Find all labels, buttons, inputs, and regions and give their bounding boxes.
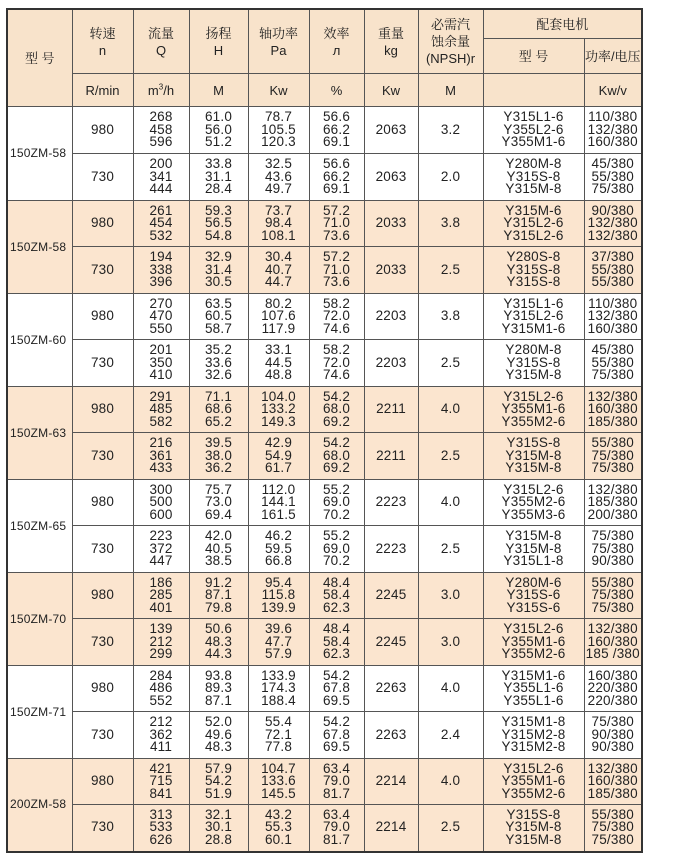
motor-model-cell: Y280M-6 Y315S-6 Y315S-6 [483, 573, 584, 619]
speed-cell: 980 [72, 573, 133, 619]
head-cell: 91.2 87.1 79.8 [189, 573, 248, 619]
speed-cell: 730 [72, 805, 133, 852]
power-cell: 30.4 40.7 44.7 [248, 247, 309, 294]
motor-power-cell: 110/380 132/380 160/380 [584, 294, 642, 340]
efficiency-cell: 63.4 79.0 81.7 [309, 805, 364, 852]
unit-weight: Kw [364, 74, 418, 107]
weight-cell: 2203 [364, 340, 418, 387]
table-header [7, 9, 642, 107]
power-cell: 43.2 55.3 60.1 [248, 805, 309, 852]
speed-cell: 730 [72, 619, 133, 666]
speed-cell: 980 [72, 107, 133, 154]
weight-cell: 2203 [364, 294, 418, 340]
speed-cell: 730 [72, 340, 133, 387]
motor-model-cell: Y315M-8 Y315M-8 Y315L1-8 [483, 526, 584, 573]
head-cell: 32.9 31.4 30.5 [189, 247, 248, 294]
motor-power-cell: 45/380 55/380 75/380 [584, 154, 642, 201]
npsh-cell: 2.5 [418, 805, 483, 852]
weight-cell: 2245 [364, 619, 418, 666]
model-cell: 150ZM-63 [7, 387, 72, 480]
flow-cell: 313 533 626 [133, 805, 189, 852]
table-row [7, 107, 642, 154]
efficiency-cell: 48.4 58.4 62.3 [309, 573, 364, 619]
head-cell: 93.8 89.3 87.1 [189, 666, 248, 712]
motor-model-cell: Y315S-8 Y315M-8 Y315M-8 [483, 433, 584, 480]
table-row [7, 201, 642, 247]
efficiency-cell: 54.2 68.0 69.2 [309, 387, 364, 433]
power-cell: 78.7 105.5 120.3 [248, 107, 309, 154]
weight-cell: 2063 [364, 107, 418, 154]
npsh-cell: 2.5 [418, 247, 483, 294]
flow-cell: 270 470 550 [133, 294, 189, 340]
npsh-cell: 3.0 [418, 573, 483, 619]
motor-power-cell: 45/380 55/380 75/380 [584, 340, 642, 387]
power-cell: 95.4 115.8 139.9 [248, 573, 309, 619]
table-row [7, 387, 642, 433]
motor-power-cell: 90/380 132/380 132/380 [584, 201, 642, 247]
power-cell: 133.9 174.3 188.4 [248, 666, 309, 712]
speed-cell: 730 [72, 154, 133, 201]
header-motor-model: 型 号 [483, 39, 584, 74]
header-head: 扬程 H [189, 9, 248, 74]
efficiency-cell: 56.6 66.2 69.1 [309, 107, 364, 154]
table-row [7, 247, 642, 294]
speed-cell: 730 [72, 247, 133, 294]
unit-power: Kw [248, 74, 309, 107]
power-cell: 73.7 98.4 108.1 [248, 201, 309, 247]
flow-cell: 291 485 582 [133, 387, 189, 433]
unit-efficiency: % [309, 74, 364, 107]
flow-cell: 216 361 433 [133, 433, 189, 480]
unit-flow: $m^3/h$ [133, 74, 189, 107]
unit-motor-model [483, 74, 584, 107]
power-cell: 32.5 43.6 49.7 [248, 154, 309, 201]
speed-cell: 730 [72, 712, 133, 759]
speed-cell: 730 [72, 433, 133, 480]
flow-cell: 201 350 410 [133, 340, 189, 387]
flow-cell: 194 338 396 [133, 247, 189, 294]
motor-power-cell: 132/380 160/380 185/380 [584, 387, 642, 433]
head-cell: 42.0 40.5 38.5 [189, 526, 248, 573]
unit-speed: R/min [72, 74, 133, 107]
efficiency-cell: 58.2 72.0 74.6 [309, 340, 364, 387]
table-row [7, 480, 642, 526]
motor-model-cell: Y315L2-6 Y355M2-6 Y355M3-6 [483, 480, 584, 526]
motor-model-cell: Y315M1-8 Y315M2-8 Y315M2-8 [483, 712, 584, 759]
table-row [7, 573, 642, 619]
flow-cell: 223 372 447 [133, 526, 189, 573]
npsh-cell: 2.5 [418, 340, 483, 387]
motor-model-cell: Y315L1-6 Y315L2-6 Y315M1-6 [483, 294, 584, 340]
units-row [7, 74, 642, 107]
flow-cell: 421 715 841 [133, 759, 189, 805]
npsh-cell: 4.0 [418, 759, 483, 805]
weight-cell: 2223 [364, 480, 418, 526]
head-cell: 59.3 56.5 54.8 [189, 201, 248, 247]
motor-power-cell: 55/380 75/380 75/380 [584, 805, 642, 852]
table-row [7, 526, 642, 573]
weight-cell: 2033 [364, 247, 418, 294]
head-cell: 35.2 33.6 32.6 [189, 340, 248, 387]
head-cell: 39.5 38.0 36.2 [189, 433, 248, 480]
power-cell: 104.0 133.2 149.3 [248, 387, 309, 433]
efficiency-cell: 55.2 69.0 70.2 [309, 526, 364, 573]
model-cell: 150ZM-65 [7, 480, 72, 573]
weight-cell: 2063 [364, 154, 418, 201]
npsh-cell: 4.0 [418, 387, 483, 433]
table-row [7, 340, 642, 387]
npsh-cell: 3.0 [418, 619, 483, 666]
header-efficiency: 效率 л [309, 9, 364, 74]
motor-model-cell: Y315L2-6 Y355M1-6 Y355M2-6 [483, 387, 584, 433]
flow-cell: 186 285 401 [133, 573, 189, 619]
motor-power-cell: 132/380 160/380 185 /380 [584, 619, 642, 666]
motor-model-cell: Y315M-6 Y315L2-6 Y315L2-6 [483, 201, 584, 247]
speed-cell: 730 [72, 526, 133, 573]
motor-power-cell: 75/380 75/380 90/380 [584, 526, 642, 573]
power-cell: 39.6 47.7 57.9 [248, 619, 309, 666]
flow-cell: 284 486 552 [133, 666, 189, 712]
power-cell: 33.1 44.5 48.8 [248, 340, 309, 387]
model-cell: 150ZM-58 [7, 107, 72, 201]
weight-cell: 2214 [364, 805, 418, 852]
head-cell: 61.0 56.0 51.2 [189, 107, 248, 154]
weight-cell: 2245 [364, 573, 418, 619]
speed-cell: 980 [72, 666, 133, 712]
head-cell: 52.0 49.6 48.3 [189, 712, 248, 759]
head-cell: 63.5 60.5 58.7 [189, 294, 248, 340]
weight-cell: 2211 [364, 433, 418, 480]
speed-cell: 980 [72, 201, 133, 247]
motor-model-cell: Y315L2-6 Y355M1-6 Y355M2-6 [483, 759, 584, 805]
header-npsh: 必需汽 蚀余量 (NPSH)r [418, 9, 483, 74]
efficiency-cell: 58.2 72.0 74.6 [309, 294, 364, 340]
flow-cell: 212 362 411 [133, 712, 189, 759]
speed-cell: 980 [72, 759, 133, 805]
header-motor-power: 功率/电压 [584, 39, 642, 74]
table-row [7, 805, 642, 852]
efficiency-cell: 48.4 58.4 62.3 [309, 619, 364, 666]
model-cell: 150ZM-70 [7, 573, 72, 666]
unit-head: M [189, 74, 248, 107]
weight-cell: 2214 [364, 759, 418, 805]
flow-cell: 261 454 532 [133, 201, 189, 247]
motor-power-cell: 110/380 132/380 160/380 [584, 107, 642, 154]
motor-model-cell: Y315M1-6 Y355L1-6 Y355L1-6 [483, 666, 584, 712]
motor-power-cell: 75/380 90/380 90/380 [584, 712, 642, 759]
pump-performance-table [6, 8, 643, 853]
head-cell: 32.1 30.1 28.8 [189, 805, 248, 852]
motor-power-cell: 132/380 185/380 200/380 [584, 480, 642, 526]
efficiency-cell: 55.2 69.0 70.2 [309, 480, 364, 526]
efficiency-cell: 57.2 71.0 73.6 [309, 247, 364, 294]
model-cell: 150ZM-58 [7, 201, 72, 294]
npsh-cell: 4.0 [418, 480, 483, 526]
efficiency-cell: 54.2 67.8 69.5 [309, 666, 364, 712]
header-speed: 转速 n [72, 9, 133, 74]
head-cell: 33.8 31.1 28.4 [189, 154, 248, 201]
flow-cell: 139 212 299 [133, 619, 189, 666]
model-cell: 200ZM-58 [7, 759, 72, 852]
motor-power-cell: 37/380 55/380 55/380 [584, 247, 642, 294]
flow-cell: 200 341 444 [133, 154, 189, 201]
power-cell: 104.7 133.6 145.5 [248, 759, 309, 805]
table-row [7, 759, 642, 805]
flow-cell: 300 500 600 [133, 480, 189, 526]
header-motor: 配套电机 [483, 9, 642, 39]
npsh-cell: 2.4 [418, 712, 483, 759]
header-weight: 重量 kg [364, 9, 418, 74]
head-cell: 71.1 68.6 65.2 [189, 387, 248, 433]
model-cell: 150ZM-71 [7, 666, 72, 759]
motor-model-cell: Y315S-8 Y315M-8 Y315M-8 [483, 805, 584, 852]
table-row [7, 666, 642, 712]
efficiency-cell: 56.6 66.2 69.1 [309, 154, 364, 201]
npsh-cell: 3.8 [418, 201, 483, 247]
unit-motor-power: Kw/v [584, 74, 642, 107]
model-cell: 150ZM-60 [7, 294, 72, 387]
table-row [7, 294, 642, 340]
motor-model-cell: Y280S-8 Y315S-8 Y315S-8 [483, 247, 584, 294]
speed-cell: 980 [72, 480, 133, 526]
unit-npsh: M [418, 74, 483, 107]
efficiency-cell: 54.2 68.0 69.2 [309, 433, 364, 480]
npsh-cell: 3.8 [418, 294, 483, 340]
npsh-cell: 2.5 [418, 433, 483, 480]
motor-model-cell: Y280M-8 Y315S-8 Y315M-8 [483, 154, 584, 201]
table-row [7, 619, 642, 666]
motor-power-cell: 132/380 160/380 185/380 [584, 759, 642, 805]
npsh-cell: 2.0 [418, 154, 483, 201]
motor-power-cell: 55/380 75/380 75/380 [584, 433, 642, 480]
power-cell: 80.2 107.6 117.9 [248, 294, 309, 340]
weight-cell: 2263 [364, 666, 418, 712]
npsh-cell: 4.0 [418, 666, 483, 712]
power-cell: 42.9 54.9 61.7 [248, 433, 309, 480]
npsh-cell: 3.2 [418, 107, 483, 154]
table-row [7, 433, 642, 480]
power-cell: 46.2 59.5 66.8 [248, 526, 309, 573]
motor-model-cell: Y315L2-6 Y355M1-6 Y355M2-6 [483, 619, 584, 666]
header-flow: 流量 Q [133, 9, 189, 74]
motor-model-cell: Y280M-8 Y315S-8 Y315M-8 [483, 340, 584, 387]
weight-cell: 2223 [364, 526, 418, 573]
header-shaft-power: 轴功率 Pa [248, 9, 309, 74]
power-cell: 55.4 72.1 77.8 [248, 712, 309, 759]
weight-cell: 2263 [364, 712, 418, 759]
efficiency-cell: 54.2 67.8 69.5 [309, 712, 364, 759]
motor-power-cell: 55/380 75/380 75/380 [584, 573, 642, 619]
weight-cell: 2033 [364, 201, 418, 247]
header-model: 型 号 [7, 9, 72, 107]
table-body [7, 107, 642, 852]
flow-cell: 268 458 596 [133, 107, 189, 154]
table-row [7, 154, 642, 201]
motor-model-cell: Y315L1-6 Y355L2-6 Y355M1-6 [483, 107, 584, 154]
head-cell: 57.9 54.2 51.9 [189, 759, 248, 805]
npsh-cell: 2.5 [418, 526, 483, 573]
weight-cell: 2211 [364, 387, 418, 433]
table-row [7, 712, 642, 759]
efficiency-cell: 57.2 71.0 73.6 [309, 201, 364, 247]
speed-cell: 980 [72, 294, 133, 340]
speed-cell: 980 [72, 387, 133, 433]
head-cell: 75.7 73.0 69.4 [189, 480, 248, 526]
power-cell: 112.0 144.1 161.5 [248, 480, 309, 526]
head-cell: 50.6 48.3 44.3 [189, 619, 248, 666]
motor-power-cell: 160/380 220/380 220/380 [584, 666, 642, 712]
efficiency-cell: 63.4 79.0 81.7 [309, 759, 364, 805]
